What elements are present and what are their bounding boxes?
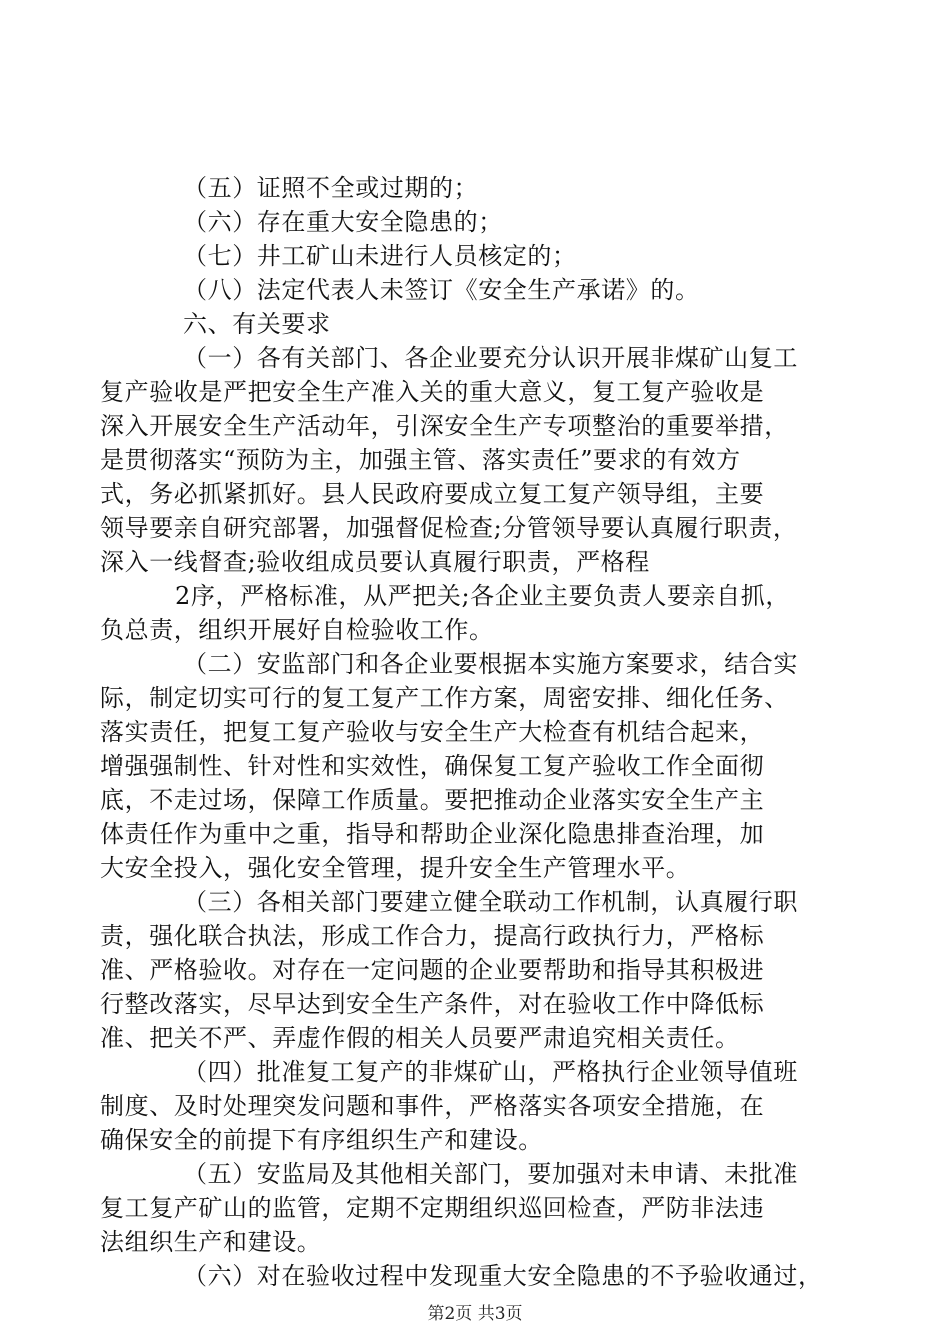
text-line: 增强强制性、针对性和实效性，确保复工复产验收工作全面彻 — [100, 752, 765, 780]
text-line: 负总责，组织开展好自检验收工作。 — [100, 616, 494, 644]
text-line: 底，不走过场，保障工作质量。要把推动企业落实安全生产主 — [100, 786, 765, 814]
text-line: 准、把关不严、弄虚作假的相关人员要严肃追究相关责任。 — [100, 1024, 740, 1052]
text-line: 体责任作为重中之重，指导和帮助企业深化隐患排查治理，加 — [100, 820, 765, 848]
text-line: 制度、及时处理突发问题和事件，严格落实各项安全措施，在 — [100, 1092, 765, 1120]
text-line: （六）对在验收过程中发现重大安全隐患的不予验收通过， — [183, 1262, 823, 1290]
text-line: （六）存在重大安全隐患的； — [183, 208, 503, 236]
text-line: （二）安监部门和各企业要根据本实施方案要求，结合实 — [183, 650, 798, 678]
text-line: （三）各相关部门要建立健全联动工作机制，认真履行职 — [183, 888, 798, 916]
text-line: 准、严格验收。对存在一定问题的企业要帮助和指导其积极进 — [100, 956, 765, 984]
text-line: 复工复产矿山的监管，定期不定期组织巡回检查，严防非法违 — [100, 1194, 765, 1222]
text-line: 复产验收是严把安全生产准入关的重大意义，复工复产验收是 — [100, 378, 765, 406]
text-line: （八）法定代表人未签订《安全生产承诺》的。 — [183, 276, 700, 304]
text-line: 式，务必抓紧抓好。县人民政府要成立复工复产领导组，主要 — [100, 480, 765, 508]
text-line: 行整改落实，尽早达到安全生产条件，对在验收工作中降低标 — [100, 990, 765, 1018]
text-line: 落实责任，把复工复产验收与安全生产大检查有机结合起来， — [100, 718, 765, 746]
text-line: （五）安监局及其他相关部门，要加强对未申请、未批准 — [183, 1160, 798, 1188]
text-line: 责，强化联合执法，形成工作合力，提高行政执行力，严格标 — [100, 922, 765, 950]
text-line: （四）批准复工复产的非煤矿山，严格执行企业领导值班 — [183, 1058, 798, 1086]
text-line: 大安全投入，强化安全管理，提升安全生产管理水平。 — [100, 854, 691, 882]
text-line: 深入开展安全生产活动年，引深安全生产专项整治的重要举措， — [100, 412, 789, 440]
text-line: 深入一线督查;验收组成员要认真履行职责，严格程 — [100, 548, 650, 576]
page-number-footer: 第2页 共3页 — [427, 1304, 523, 1324]
section-heading: 六、有关要求 — [183, 310, 331, 338]
text-line: （一）各有关部门、各企业要充分认识开展非煤矿山复工 — [183, 344, 798, 372]
text-line: （五）证照不全或过期的； — [183, 174, 479, 202]
text-line: 是贯彻落实“预防为主，加强主管、落实责任”要求的有效方 — [100, 446, 741, 474]
text-line: 领导要亲自研究部署，加强督促检查;分管领导要认真履行职责， — [100, 514, 798, 542]
text-line: 确保安全的前提下有序组织生产和建设。 — [100, 1126, 543, 1154]
text-line: 2序，严格标准，从严把关;各企业主要负责人要亲自抓， — [175, 582, 790, 610]
text-line: 际，制定切实可行的复工复产工作方案，周密安排、细化任务、 — [100, 684, 789, 712]
text-line: 法组织生产和建设。 — [100, 1228, 322, 1256]
text-line: （七）井工矿山未进行人员核定的； — [183, 242, 577, 270]
